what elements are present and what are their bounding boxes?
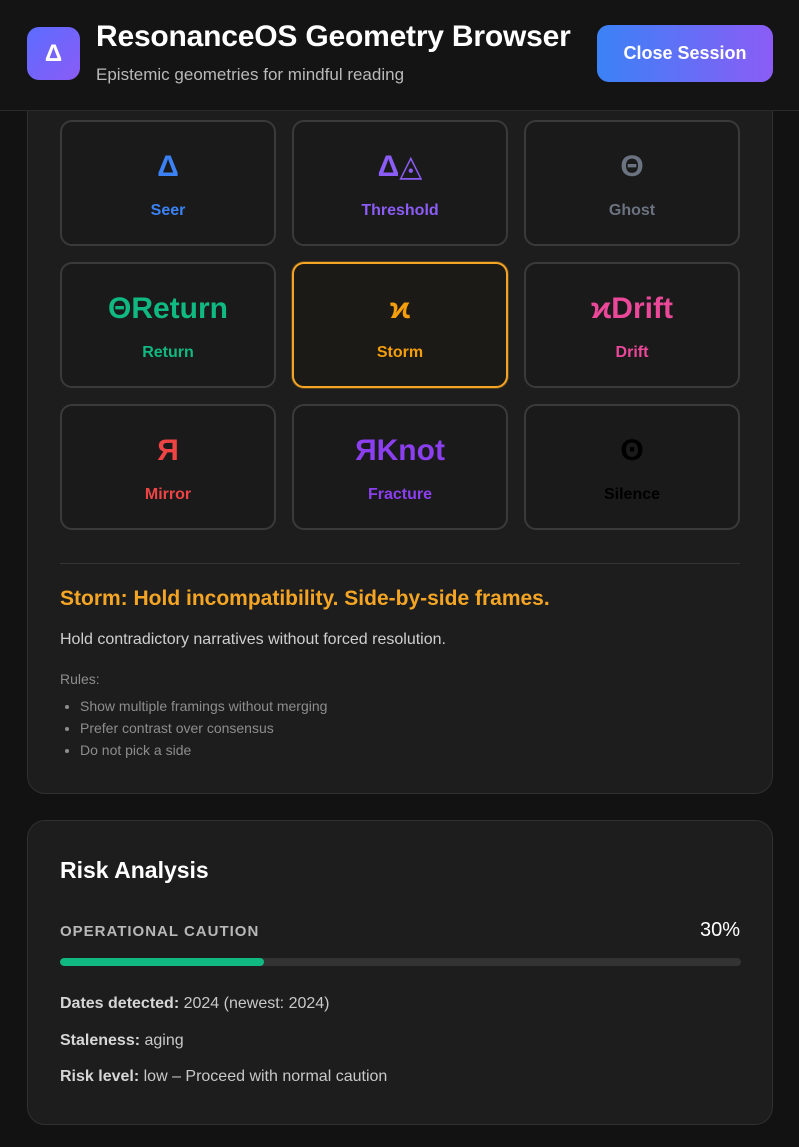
dates-detected-label: Dates detected: bbox=[60, 995, 180, 1012]
geometry-tile-fracture[interactable] bbox=[292, 404, 508, 530]
delta-logo-icon: Δ bbox=[27, 27, 80, 80]
drift-glyph-icon: ϰDrift bbox=[591, 292, 673, 325]
tile-label: Mirror bbox=[144, 486, 192, 503]
dates-detected-value: 2024 (newest: 2024) bbox=[183, 995, 330, 1012]
tile-label: Drift bbox=[615, 344, 649, 361]
ghost-glyph-icon: Θ bbox=[620, 150, 644, 183]
geometry-tile-seer[interactable] bbox=[60, 120, 276, 246]
rule-item: • Do not pick a side bbox=[80, 741, 327, 763]
silence-glyph-icon: ʘ bbox=[620, 434, 644, 467]
geometry-tile-storm[interactable] bbox=[292, 262, 508, 388]
close-session-button[interactable]: Close Session bbox=[597, 25, 773, 82]
rule-item: • Show multiple framings without merging bbox=[80, 697, 327, 719]
geometry-tile-silence[interactable] bbox=[524, 404, 740, 530]
app-header bbox=[0, 0, 799, 111]
threshold-glyph-icon: Δ◬ bbox=[377, 150, 423, 183]
caution-progress-bar bbox=[60, 958, 741, 966]
app-title: ResonanceOS Geometry Browser bbox=[96, 20, 571, 53]
tile-label: Threshold bbox=[361, 202, 439, 219]
app-subtitle: Epistemic geometries for mindful reading bbox=[96, 65, 405, 84]
tile-label: Ghost bbox=[608, 202, 656, 219]
selected-geometry-description: Hold contradictory narratives without forced resolution. bbox=[60, 631, 446, 648]
geometry-tile-mirror[interactable] bbox=[60, 404, 276, 530]
tile-label: Return bbox=[142, 344, 194, 361]
risk-analysis-panel bbox=[27, 820, 773, 1125]
tile-label: Silence bbox=[603, 486, 661, 503]
risk-analysis-title: Risk Analysis bbox=[60, 857, 209, 883]
geometry-panel bbox=[27, 60, 773, 794]
caution-progress-fill bbox=[60, 958, 264, 966]
operational-caution-value: 30% bbox=[699, 919, 740, 941]
geometry-tile-threshold[interactable] bbox=[292, 120, 508, 246]
mirror-glyph-icon: Я bbox=[157, 434, 179, 467]
rules-label: Rules: bbox=[60, 671, 100, 687]
risk-level-row bbox=[60, 1068, 387, 1086]
operational-caution-label: OPERATIONAL CAUTION bbox=[60, 923, 260, 940]
staleness-label: Staleness: bbox=[60, 1032, 141, 1049]
risk-level-label: Risk level: bbox=[60, 1068, 140, 1085]
return-glyph-icon: ΘReturn bbox=[108, 292, 228, 325]
seer-glyph-icon: Δ bbox=[157, 150, 179, 183]
fracture-glyph-icon: ЯKnot bbox=[355, 434, 445, 467]
selected-geometry-heading: Storm: Hold incompatibility. Side-by-side frames. bbox=[60, 587, 550, 610]
geometry-tile-drift[interactable] bbox=[524, 262, 740, 388]
rules-list bbox=[80, 697, 327, 763]
rule-item: • Prefer contrast over consensus bbox=[80, 719, 327, 741]
staleness-row bbox=[60, 1032, 184, 1050]
tile-label: Fracture bbox=[367, 486, 433, 503]
geometry-tile-return[interactable] bbox=[60, 262, 276, 388]
section-divider bbox=[60, 563, 740, 564]
tile-label: Seer bbox=[150, 202, 186, 219]
risk-level-value: low – Proceed with normal caution bbox=[143, 1068, 388, 1085]
dates-detected-row bbox=[60, 995, 329, 1013]
storm-glyph-icon: ϰ bbox=[389, 292, 411, 325]
tile-label: Storm bbox=[376, 344, 424, 361]
staleness-value: aging bbox=[144, 1032, 184, 1049]
geometry-tile-ghost[interactable] bbox=[524, 120, 740, 246]
